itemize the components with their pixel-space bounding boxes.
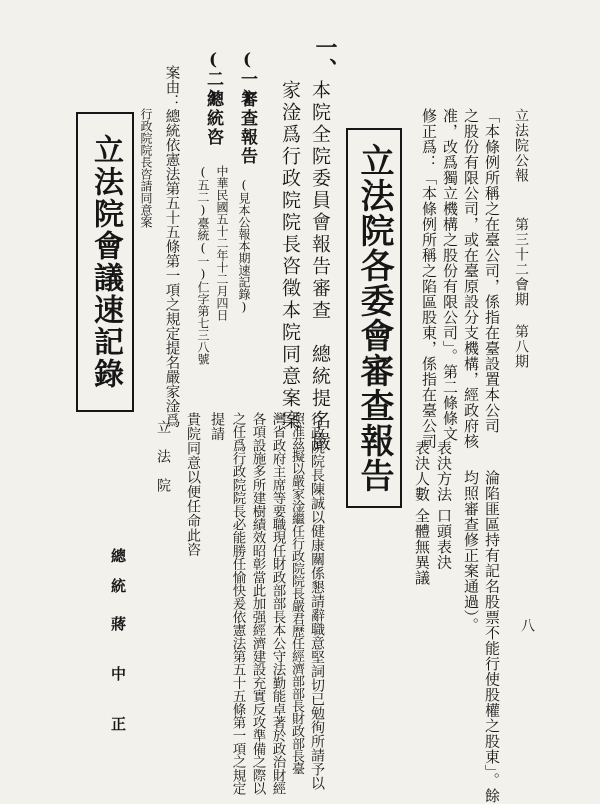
vote-method-label: 表決方法 bbox=[435, 440, 453, 502]
right-block-line-1: 「本條例所稱之在臺公司，係指在臺設置本公司 bbox=[483, 108, 501, 434]
right-block-line-5: 淪陷匪區持有記名股票不能行使股權之股東」。餘 bbox=[483, 470, 501, 804]
signature-name-char-1: 蔣 bbox=[109, 616, 127, 631]
section-one-line-1: 本院全院委員會報告審查 總統提名嚴 bbox=[309, 80, 331, 454]
page-number: 八 bbox=[519, 618, 535, 633]
president-section-number: (二) bbox=[203, 50, 223, 107]
vote-method-value: 口頭表決 bbox=[435, 508, 453, 570]
section-one-line-2: 家淦爲行政院院長咨徵本院同意案案 bbox=[279, 80, 301, 432]
report-section-note: (見本公報本期速記錄) bbox=[237, 178, 251, 314]
president-letter-reference: (五二)臺統(一)仁字第七三八號 bbox=[196, 165, 210, 365]
right-block-line-6: 均照審查修正案通過）。 bbox=[462, 470, 480, 633]
committee-report-title-box bbox=[346, 128, 402, 508]
right-block-line-4: 修正爲：「本條例所稱之陷區股東，係指在臺公司 bbox=[420, 108, 438, 449]
president-letter-date: 中華民國五十二年十二月四日 bbox=[215, 165, 229, 321]
case-line-1: 案由：總統依憲法第五十五條第一項之規定提名嚴家淦爲 bbox=[163, 65, 180, 428]
session-issue: 第三十二會期 bbox=[513, 217, 529, 307]
section-one-number: 一、 bbox=[312, 36, 338, 80]
letter-line-3: 灣省政府主席等要職現任財政部部長本公守法勤能卓著於政治財經 bbox=[269, 412, 286, 795]
letter-line-4: 各項設施多所建樹績效昭彰當此加强經濟建設充實反攻準備之際以 bbox=[249, 412, 266, 795]
right-block-line-2: 之股份有限公司，或在臺原設分支機構，經政府核 bbox=[462, 108, 480, 449]
publication-name: 立法院公報 bbox=[513, 108, 529, 183]
page-header bbox=[514, 108, 528, 369]
signature-name-char-2: 中 bbox=[109, 666, 127, 681]
stenographic-record-title: 立法院會議速記錄 bbox=[88, 134, 123, 390]
report-section-number: (一) bbox=[237, 50, 257, 107]
signature-title: 總 統 bbox=[109, 548, 127, 593]
committee-report-title: 立法院各委會審查報告 bbox=[354, 143, 394, 493]
right-block-line-3: 准，改爲獨立機構之股份有限公司」。第二條條文 bbox=[441, 108, 459, 442]
vote-count-label: 表決人數 bbox=[413, 440, 431, 502]
letter-line-1: 行政院院長陳誠以健康關係懇請辭職意堅詞切已勉徇所請予以 bbox=[309, 412, 325, 790]
vote-count-value: 全體無異議 bbox=[413, 508, 431, 586]
signature-name-char-3: 正 bbox=[109, 716, 127, 731]
stenographic-record-box bbox=[76, 112, 134, 412]
letter-line-2: 照准茲擬以嚴家淦繼任行政院院長嚴君歷任經濟部部長財政部長臺 bbox=[289, 412, 304, 775]
report-section-title: 審查報告 bbox=[237, 90, 257, 166]
letter-line-6: 提請 bbox=[209, 412, 225, 441]
issue-number: 第八期 bbox=[513, 324, 529, 369]
president-section-title: 總統咨 bbox=[203, 90, 223, 147]
letter-line-7: 貴院同意以便任命此咨 bbox=[185, 412, 201, 557]
case-line-2: 行政院院長咨請同意案 bbox=[139, 108, 153, 228]
letter-line-5: 之任爲行政院院長必能勝任愉快爰依憲法第五十五條第一項之規定 bbox=[229, 412, 246, 795]
letter-addressee: 立 法 院 bbox=[155, 420, 171, 493]
